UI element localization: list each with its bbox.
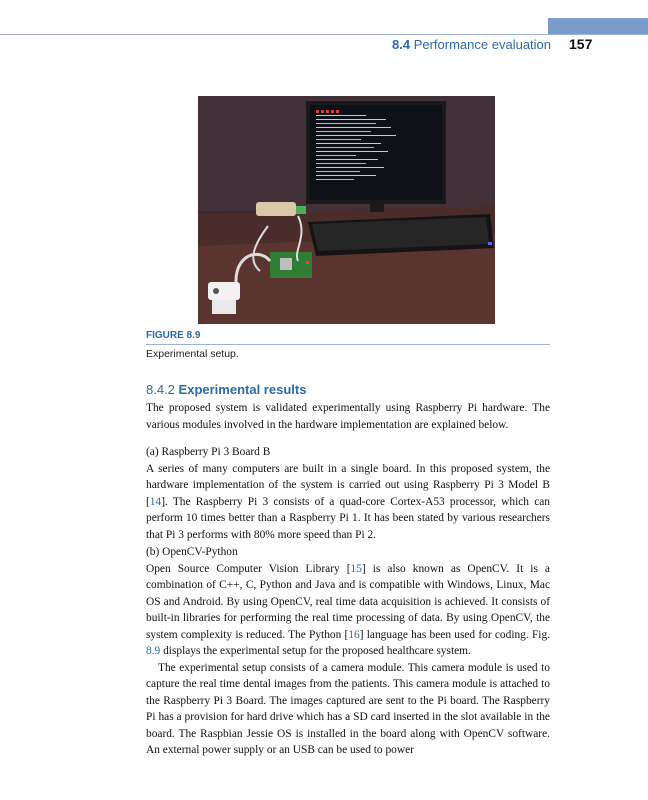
citation-link[interactable]: 14	[149, 495, 162, 508]
subsection-b	[146, 544, 550, 759]
citation-link[interactable]: 15	[350, 562, 362, 575]
figure-label: FIGURE 8.9	[146, 330, 201, 341]
header-rule	[0, 34, 648, 35]
figure-caption: Experimental setup.	[146, 348, 239, 360]
section-title: Experimental results	[178, 382, 307, 397]
subsection-a	[146, 444, 550, 543]
figure-photo	[198, 96, 495, 324]
header-accent-bar	[548, 18, 648, 34]
intro-paragraph	[146, 400, 550, 433]
subsection-b-heading: (b) OpenCV-Python	[146, 546, 238, 558]
subsection-a-heading: (a) Raspberry Pi 3 Board B	[146, 446, 271, 458]
page-number: 157	[569, 36, 593, 52]
subsection-b-body: Open Source Computer Vision Library [15] is also known as OpenCV. It is a combination of C++, C, Python and Java and is compatible with Windows, Linux, Mac OS and Android. By using OpenCV, real time data acquisition is achieved. It consists of built-in libraries for performing the real time processing of data. By using OpenCV, the system complexity is reduced. The Python [16] language has been used for coding. Fig. 8.9 displays the experimental setup for the proposed healthcare system.	[146, 562, 550, 657]
section-heading	[146, 382, 306, 397]
intro-text: The proposed system is validated experimentally using Raspberry Pi hardware. The various modules involved in the hardware implementation are explained below.	[146, 402, 550, 431]
setup-paragraph: The experimental setup consists of a camera module. This camera module is used to capture the real time dental images from the patients. This camera module is attached to the Raspberry Pi 3 Board. The images captured are sent to the Pi board. The Raspberry Pi has a provision for hard drive which has a SD card inserted in the slot available in the board. The Raspbian Jessie OS is installed in the board along with OpenCV software. An external power supply or an USB can be used to power	[146, 661, 550, 756]
header-section-title: Performance evaluation	[413, 37, 552, 52]
figure-link[interactable]: 8.9	[146, 645, 161, 657]
citation-link[interactable]: 16	[348, 628, 360, 641]
section-number: 8.4.2	[146, 382, 175, 397]
header-section-number: 8.4	[392, 37, 411, 52]
running-header	[392, 37, 551, 52]
subsection-a-body: A series of many computers are built in a single board. In this proposed system, the hardware implementation of the system is carried out using Raspberry Pi 3 Model B [14]. The Raspberry Pi 3 consists of a quad-core Cortex-A53 processor, which can perform 10 times better than a Raspberry Pi 1. It has been stated by various researchers that Pi 3 performs with 80% more speed than Pi 2.	[146, 462, 550, 541]
figure-rule	[146, 344, 550, 345]
